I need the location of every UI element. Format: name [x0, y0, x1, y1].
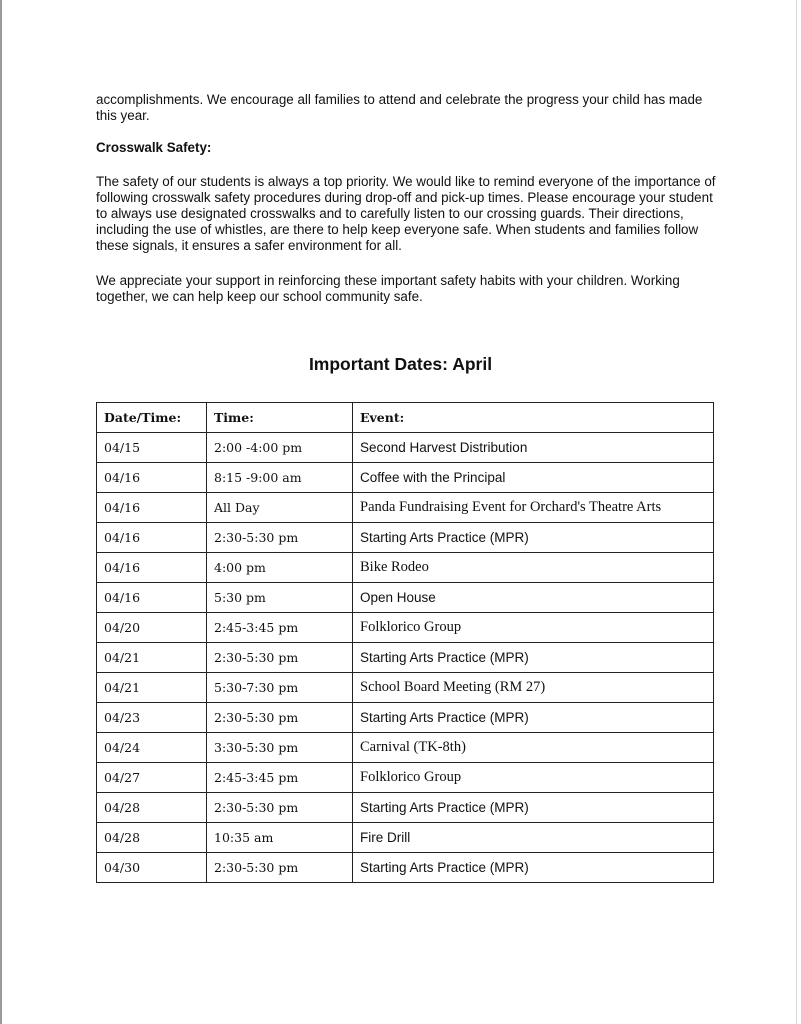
cell-date: 04/16 — [97, 553, 207, 583]
cell-event: Second Harvest Distribution — [353, 433, 714, 463]
table-row — [97, 853, 714, 883]
cell-time: 3:30-5:30 pm — [207, 733, 353, 763]
table-row — [97, 493, 714, 523]
cell-event: School Board Meeting (RM 27) — [353, 673, 714, 703]
cell-time: 2:30-5:30 pm — [207, 793, 353, 823]
cell-time: 10:35 am — [207, 823, 353, 853]
cell-date: 04/20 — [97, 613, 207, 643]
cell-event: Starting Arts Practice (MPR) — [353, 523, 714, 553]
cell-date: 04/28 — [97, 823, 207, 853]
page-edge — [796, 0, 797, 1024]
cell-time: 2:45-3:45 pm — [207, 613, 353, 643]
cell-event: Bike Rodeo — [353, 553, 714, 583]
header-date: Date/Time: — [97, 403, 207, 433]
cell-event: Panda Fundraising Event for Orchard's Theatre Arts — [353, 493, 714, 523]
intro-paragraph: accomplishments. We encourage all families to attend and celebrate the progress your child has made this year. — [96, 92, 703, 123]
cell-date: 04/21 — [97, 673, 207, 703]
header-time: Time: — [207, 403, 353, 433]
cell-event: Folklorico Group — [353, 763, 714, 793]
table-row — [97, 523, 714, 553]
cell-event: Starting Arts Practice (MPR) — [353, 793, 714, 823]
table-row — [97, 583, 714, 613]
cell-event: Starting Arts Practice (MPR) — [353, 643, 714, 673]
table-row — [97, 733, 714, 763]
table-header-row — [97, 403, 714, 433]
cell-date: 04/21 — [97, 643, 207, 673]
table-row — [97, 673, 714, 703]
cell-event: Starting Arts Practice (MPR) — [353, 703, 714, 733]
cell-date: 04/16 — [97, 493, 207, 523]
crosswalk-paragraph: The safety of our students is always a top priority. We would like to remind everyone of the importance of following crosswalk safety procedures during drop-off and pick-up times. Please encourage your student to always use designated crosswalks and to carefully listen to our crossing guards. Their directions, including the use of whistles, are there to help keep everyone safe. When students and families follow these signals, it ensures a safer environment for all. — [96, 174, 716, 253]
cell-time: 2:30-5:30 pm — [207, 703, 353, 733]
cell-time: 2:30-5:30 pm — [207, 643, 353, 673]
cell-date: 04/16 — [97, 463, 207, 493]
support-paragraph: We appreciate your support in reinforcing these important safety habits with your children. Working together, we can help keep our school community safe. — [96, 273, 680, 304]
cell-time: 5:30-7:30 pm — [207, 673, 353, 703]
dates-title: Important Dates: April — [308, 354, 493, 374]
table-row — [97, 793, 714, 823]
table-row — [97, 643, 714, 673]
table-row — [97, 823, 714, 853]
cell-date: 04/27 — [97, 763, 207, 793]
cell-date: 04/28 — [97, 793, 207, 823]
cell-date: 04/23 — [97, 703, 207, 733]
table-row — [97, 763, 714, 793]
table-row — [97, 463, 714, 493]
cell-time: 2:30-5:30 pm — [207, 853, 353, 883]
cell-time: 2:45-3:45 pm — [207, 763, 353, 793]
cell-date: 04/30 — [97, 853, 207, 883]
dates-table — [96, 402, 714, 883]
cell-date: 04/24 — [97, 733, 207, 763]
table-row — [97, 553, 714, 583]
cell-date: 04/16 — [97, 523, 207, 553]
cell-date: 04/15 — [97, 433, 207, 463]
cell-time: 2:00 -4:00 pm — [207, 433, 353, 463]
cell-time: 8:15 -9:00 am — [207, 463, 353, 493]
cell-date: 04/16 — [97, 583, 207, 613]
cell-event: Carnival (TK-8th) — [353, 733, 714, 763]
cell-time: All Day — [207, 493, 353, 523]
crosswalk-heading: Crosswalk Safety: — [96, 140, 212, 155]
cell-event: Open House — [353, 583, 714, 613]
cell-event: Coffee with the Principal — [353, 463, 714, 493]
page-edge — [0, 0, 2, 1024]
header-event: Event: — [353, 403, 714, 433]
cell-event: Starting Arts Practice (MPR) — [353, 853, 714, 883]
table-row — [97, 613, 714, 643]
table-row — [97, 703, 714, 733]
cell-event: Fire Drill — [353, 823, 714, 853]
cell-time: 5:30 pm — [207, 583, 353, 613]
cell-time: 4:00 pm — [207, 553, 353, 583]
table-row — [97, 433, 714, 463]
cell-event: Folklorico Group — [353, 613, 714, 643]
cell-time: 2:30-5:30 pm — [207, 523, 353, 553]
